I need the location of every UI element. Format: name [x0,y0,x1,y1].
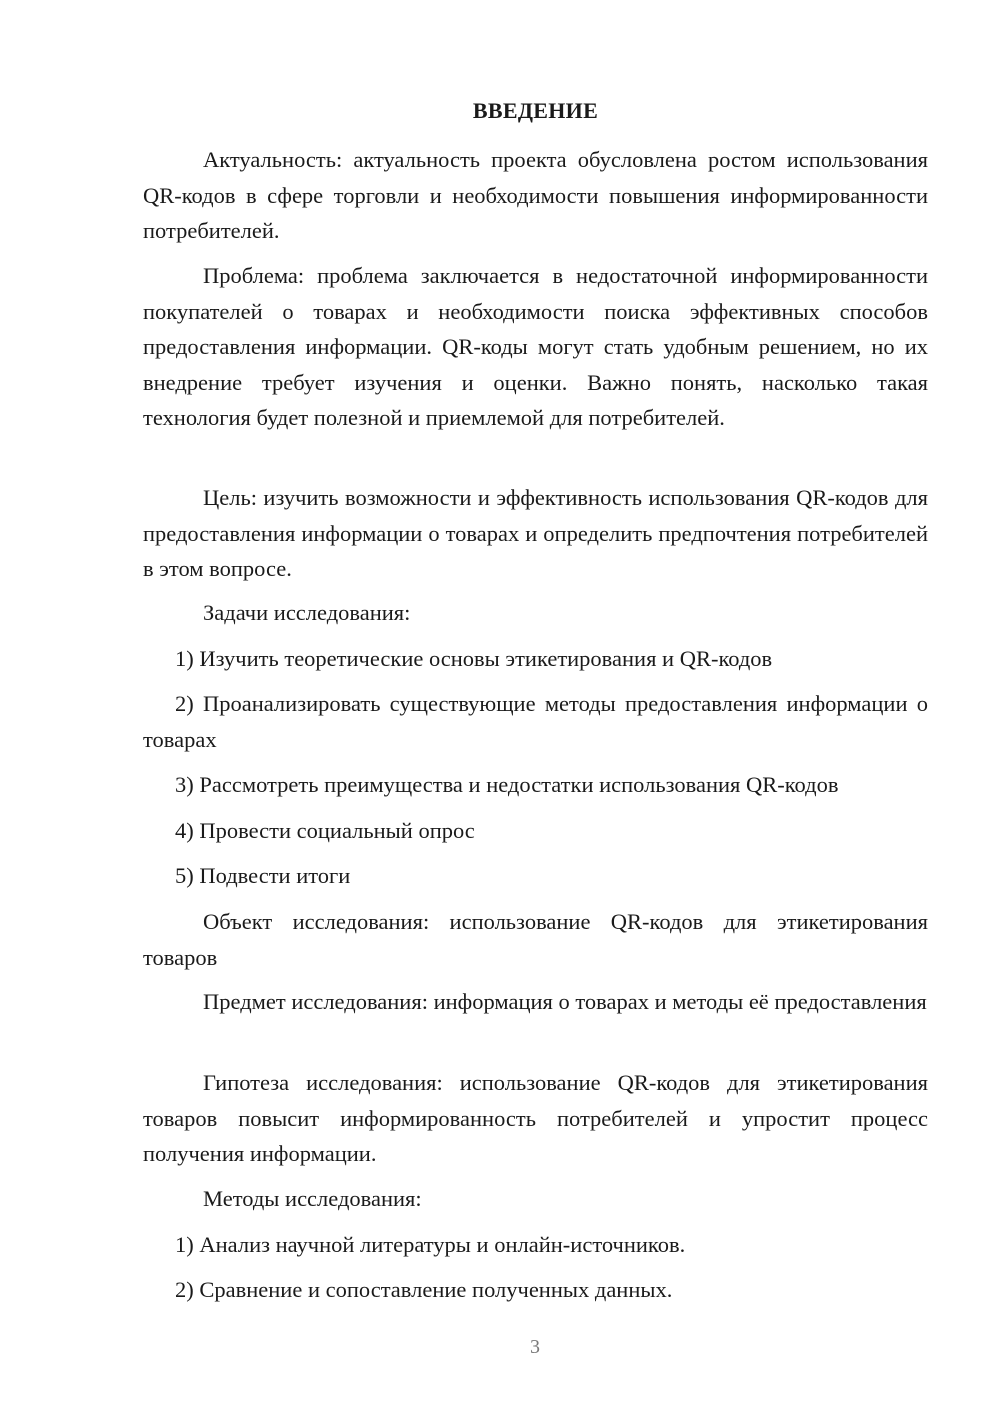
section-heading: ВВЕДЕНИЕ [472,98,599,123]
goal-paragraph: Цель: изучить возможности и эффективность использования QR-кодов для предоставления информации о товарах и определить предпочтения потребителей в этом вопросе. [143,485,928,581]
task-item-1: 1) Изучить теоретические основы этикетирования и QR-кодов [175,646,773,671]
task-item-4: 4) Провести социальный опрос [175,818,475,843]
page-number: 3 [530,1336,540,1358]
hypothesis-paragraph: Гипотеза исследования: использование QR-кодов для этикетирования товаров повысит информированность потребителей и упростит процесс получения информации. [143,1070,928,1166]
problem-paragraph: Проблема: проблема заключается в недостаточной информированности покупателей о товарах и необходимости поиска эффективных способов предоставления информации. QR-коды могут стать удобным решением, но их внедрение требует изучения и оценки. Важно понять, насколько такая технология будет полезной и приемлемой для потребителей. [143,263,928,430]
method-item-1: 1) Анализ научной литературы и онлайн-источников. [175,1232,686,1257]
methods-title: Методы исследования: [203,1186,422,1211]
tasks-title: Задачи исследования: [203,600,411,625]
subject-paragraph: Предмет исследования: информация о товарах и методы её предоставления [203,989,927,1014]
relevance-paragraph: Актуальность: актуальность проекта обусловлена ростом использования QR-кодов в сфере торговли и необходимости повышения информированности потребителей. [143,147,928,243]
method-item-2: 2) Сравнение и сопоставление полученных данных. [175,1277,673,1302]
object-paragraph: Объект исследования: использование QR-кодов для этикетирования товаров [143,909,928,970]
task-item-3: 3) Рассмотреть преимущества и недостатки использования QR-кодов [175,772,839,797]
task-item-5: 5) Подвести итоги [175,863,351,888]
task-item-2: 2) Проанализировать существующие методы предоставления информации о товарах [143,691,928,752]
